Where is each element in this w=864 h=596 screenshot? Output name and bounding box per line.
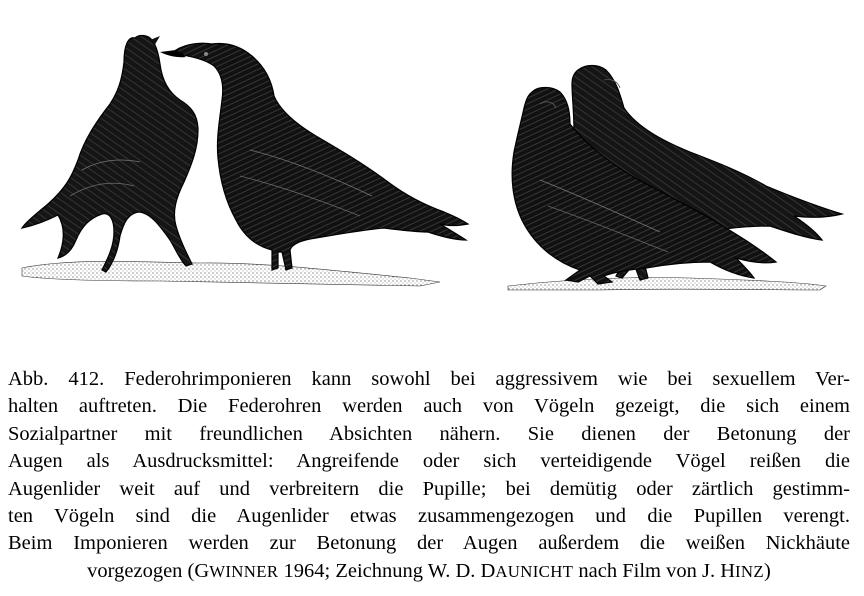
caption-line: Augen als Ausdrucksmittel: Angreifende oder sich verteidigende Vögel reißen die: [8, 450, 850, 473]
caption-line: ten Vögeln sind die Augenlider etwas zusammengezogen und die Pupillen verengt.: [8, 505, 850, 528]
author-gwinner: WINNER: [209, 561, 279, 581]
ground-right: [508, 277, 826, 290]
figure-caption: [8, 366, 850, 585]
caption-last-line: [8, 558, 850, 585]
caption-line: halten auftreten. Die Federohren werden auch von Vögeln gezeigt, die sich einem: [8, 395, 850, 418]
raven-left-side: [160, 43, 468, 270]
caption-line: Sozialpartner mit freundlichen Absichten nähern. Sie dienen der Betonung der: [8, 422, 850, 445]
caption-line: Augenlider weit auf und verbreitern die Pupille; bei demütig oder zärtlich gestimm-: [8, 477, 850, 500]
ground-left: [22, 261, 440, 286]
caption-text: nach Film von J. H: [573, 559, 735, 582]
raven-left-upright: [22, 35, 198, 272]
caption-line: Beim Imponieren werden zur Betonung der Augen außerdem die weißen Nickhäute: [8, 532, 850, 555]
caption-text: 1964; Zeichnung W. D. D: [278, 559, 496, 582]
caption-line: Abb. 412. Federohrimponieren kann sowohl bei aggressivem wie bei sexuellem Ver-: [8, 368, 850, 390]
author-daunicht: AUNICHT: [495, 561, 574, 581]
author-hinz: INZ: [735, 561, 764, 581]
caption-text: ): [764, 559, 771, 582]
caption-text: vorgezogen (G: [87, 559, 210, 582]
